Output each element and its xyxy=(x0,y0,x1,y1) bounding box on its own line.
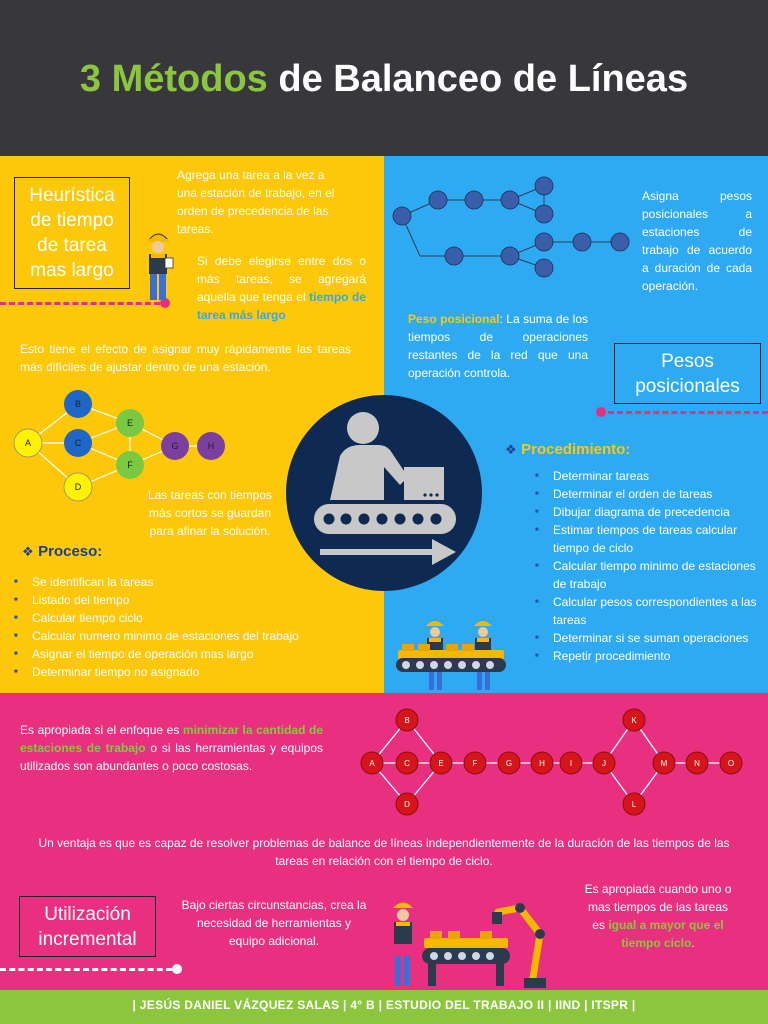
graph-label-d: D xyxy=(74,482,82,492)
proceso-heading xyxy=(22,543,102,561)
incremental-precedence-graph xyxy=(356,704,748,828)
graph-label-e: E xyxy=(438,759,444,768)
proceso-title: Proceso: xyxy=(38,543,103,560)
list-item: ■ Asignar el tiempo de operación mas largo xyxy=(8,645,378,663)
graph-label-f: F xyxy=(127,460,133,470)
list-item: ■ Listado del tiempo xyxy=(8,591,378,609)
list-item: ■ Determinar tiempo no asignado xyxy=(8,663,378,681)
pesos-dashed-line xyxy=(608,411,768,414)
graph-label-m: M xyxy=(660,759,668,768)
worker-icon xyxy=(141,228,177,304)
incremental-apropiada-highlight: igual a mayor que el tiempo ciclo xyxy=(608,918,724,950)
graph-label-k: K xyxy=(631,716,637,725)
incremental-text1 xyxy=(20,721,323,775)
conveyor-workers-icon xyxy=(394,614,508,692)
list-item: ■ Calcular tiempo minimo de estaciones de trabajo xyxy=(529,557,765,593)
list-item: ■ Estimar tiempos de tareas calcular tiempo de ciclo xyxy=(529,521,765,557)
graph-label-h: H xyxy=(539,759,545,768)
incremental-bajo-text: Bajo ciertas circunstancias, crea la necesidad de herramientas y equipo adicional. xyxy=(181,898,367,948)
incremental-ventaja-text: Un ventaja es que es capaz de resolver problemas de balance de líneas independientemente de la duración de las tiempos de las tareas en relación con el tiempo de ciclo. xyxy=(38,836,730,868)
graph-label-d: D xyxy=(404,800,410,809)
pesos-label: Pesos posicionales xyxy=(635,350,740,397)
pesos-label-box xyxy=(614,343,761,404)
incremental-dot xyxy=(172,964,182,974)
graph-label-c: C xyxy=(74,438,82,448)
footer-credits: | JESÚS DANIEL VÁZQUEZ SALAS | 4° B | ESTUDIO DEL TRABAJO II | IIND | ITSPR | xyxy=(132,998,636,1012)
graph-label-o: O xyxy=(727,759,735,768)
title-accent: 3 Métodos xyxy=(79,58,268,100)
person-head-icon xyxy=(347,412,379,444)
heuristica-text1: Agrega una tarea a la vez a una estación de trabajo, en el orden de precedencia de las tareas. xyxy=(177,168,335,236)
peso-posicional-highlight: Peso posicional xyxy=(408,312,500,326)
incremental-text1-highlight: minimizar la cantidad de estaciones de trabajo xyxy=(20,723,324,755)
diamond-bullet-icon: ❖ xyxy=(505,442,517,457)
incremental-apropiada-a: Es apropiada cuando uno o mas tiempos de las tareas es xyxy=(584,882,732,932)
robot-arm-worker-icon xyxy=(384,894,560,990)
list-item: ■ Determinar si se suman operaciones xyxy=(529,629,765,647)
peso-posicional-text xyxy=(408,310,588,382)
heuristica-effect-text: Esto tiene el efecto de asignar muy rápidamente las tareas más difíciles de ajustar dentro de una estación. xyxy=(20,342,351,374)
heuristica-text2-main: Si debe elegirse entre dos o más tareas, se agregará aquella que tenga el xyxy=(197,254,366,304)
list-item: ■ Determinar tareas xyxy=(529,467,765,485)
graph-label-a: A xyxy=(24,438,32,448)
arrow-right-icon xyxy=(320,549,436,555)
title-rest: de Balanceo de Líneas xyxy=(267,58,689,100)
incremental-label-box xyxy=(19,896,156,957)
graph-label-c: C xyxy=(404,759,410,768)
list-item: ■ Calcular numero minimo de estaciones del trabajo xyxy=(8,627,378,645)
diamond-bullet-icon: ❖ xyxy=(22,544,34,559)
graph-label-h: H xyxy=(207,441,215,451)
procedimiento-heading xyxy=(505,441,630,459)
heuristica-short-text: Las tareas con tiempos más cortos se guardan para afinar la solución. xyxy=(147,488,273,538)
list-item: ■ Calcular tiempo ciclo xyxy=(8,609,378,627)
incremental-text1-a: Es apropiada si el enfoque es xyxy=(20,723,180,737)
graph-label-a: A xyxy=(369,759,375,768)
procedimiento-list xyxy=(529,467,765,665)
graph-label-g: G xyxy=(505,759,513,768)
assembly-line-emblem xyxy=(284,393,484,593)
incremental-dashed-line xyxy=(0,968,172,971)
heuristica-label-box xyxy=(14,177,130,289)
list-item: ■ Dibujar diagrama de precedencia xyxy=(529,503,765,521)
graph-label-b: B xyxy=(404,716,410,725)
list-item: ■ Se identifican la tareas xyxy=(8,573,378,591)
graph-label-l: L xyxy=(631,800,637,809)
page-title xyxy=(0,58,768,101)
pesos-text1: Asigna pesos posicionales a estaciones de trabajo de acuerdo a duración de cada operación. xyxy=(642,189,752,293)
procedimiento-title: Procedimiento: xyxy=(521,441,631,458)
pesos-dot xyxy=(596,407,606,417)
graph-label-b: B xyxy=(74,399,82,409)
list-item: ■ Determinar el orden de tareas xyxy=(529,485,765,503)
graph-label-e: E xyxy=(126,418,134,428)
graph-label-j: J xyxy=(602,759,606,768)
incremental-text1-b: o si las herramientas y equipos utilizados son abundantes o poco costosas. xyxy=(20,741,323,773)
peso-posicional-body: : La suma de los tiempos de operaciones restantes de la red que una operación controla. xyxy=(408,312,588,380)
heuristica-text2-highlight: tiempo de tarea más largo xyxy=(197,290,367,322)
graph-label-g: G xyxy=(171,441,179,451)
graph-label-f: F xyxy=(472,759,478,768)
list-item: ■ Repetir procedimiento xyxy=(529,647,765,665)
graph-label-i: I xyxy=(569,759,573,768)
heuristica-dashed-line xyxy=(0,302,160,305)
graph-label-n: N xyxy=(694,759,700,768)
incremental-apropiada-text xyxy=(582,880,734,952)
heuristica-text2 xyxy=(197,252,366,324)
pesos-network-graph xyxy=(390,176,632,280)
incremental-label: Utilización incremental xyxy=(38,903,137,950)
incremental-apropiada-b: . xyxy=(691,936,695,950)
list-item: ■ Calcular pesos correspondientes a las tareas xyxy=(529,593,765,629)
heuristica-label: Heurística de tiempo de tarea mas largo xyxy=(29,185,115,281)
